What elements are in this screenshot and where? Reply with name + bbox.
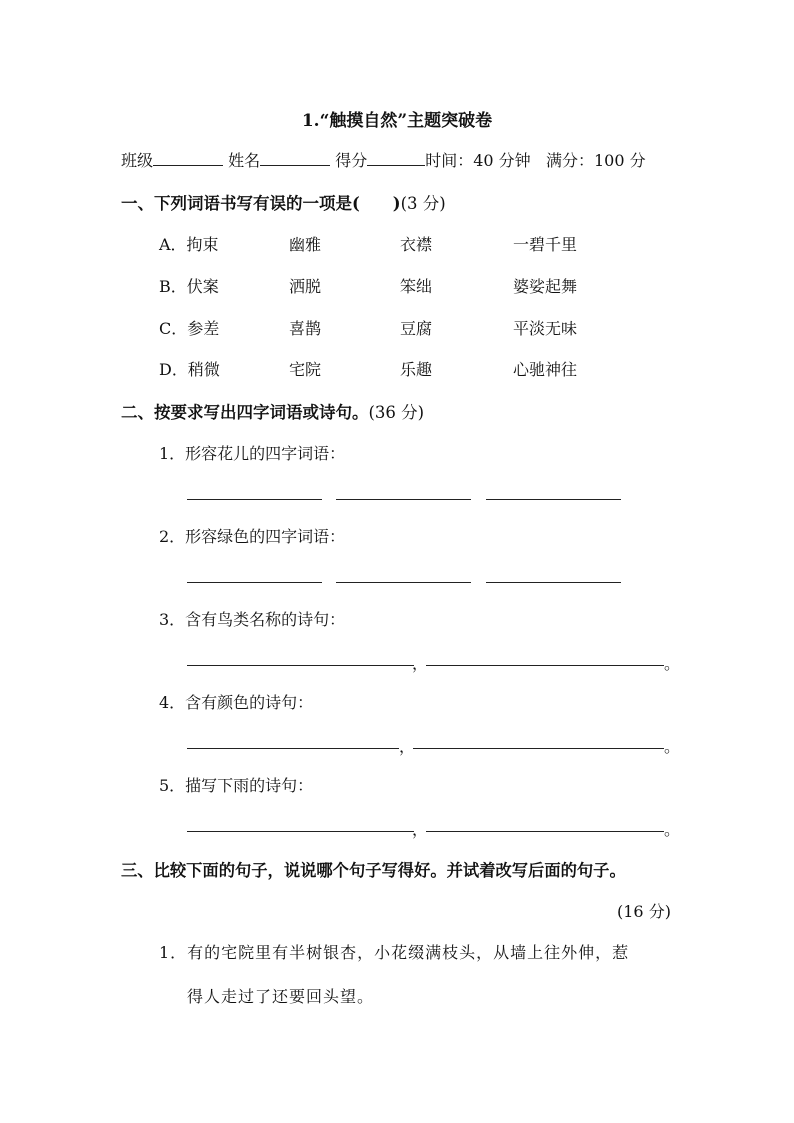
full-score-info: 满分：100 分 (545, 151, 646, 170)
option-c-word-4: 平淡无味 (513, 319, 578, 338)
answer-line-2-4-b[interactable] (413, 748, 664, 749)
answer-line-2-1-b[interactable] (336, 499, 471, 500)
answer-line-2-2-c[interactable] (486, 582, 621, 583)
question-2-4: 4．含有颜色的诗句： (159, 693, 314, 712)
question-2-1: 1．形容花儿的四字词语： (159, 444, 346, 463)
option-d-word-3: 乐趣 (400, 360, 433, 379)
option-c-word-1: C．参差 (159, 319, 220, 338)
section-1-heading: 一、下列词语书写有误的一项是( )(3 分) (121, 194, 446, 213)
answer-line-2-1-c[interactable] (486, 499, 621, 500)
name-blank[interactable] (260, 150, 330, 166)
option-c-word-3: 豆腐 (400, 319, 433, 338)
comma-2-4: ， (399, 737, 416, 756)
answer-line-2-3-b[interactable] (426, 665, 664, 666)
option-a-word-1: A．拘束 (159, 235, 219, 254)
question-2-5: 5．描写下雨的诗句： (159, 776, 314, 795)
section-2-score: (36 分) (368, 403, 425, 422)
option-c-word-2: 喜鹊 (289, 319, 322, 338)
option-d-word-1: D．稍微 (159, 360, 220, 379)
class-blank[interactable] (153, 150, 223, 166)
name-label: 姓名 (228, 151, 261, 170)
answer-line-2-2-a[interactable] (187, 582, 322, 583)
period-2-3: 。 (664, 654, 681, 673)
section-2-heading: 二、按要求写出四字词语或诗句。(36 分) (121, 403, 425, 422)
section-3-heading: 三、比较下面的句子，说说哪个句子写得好。并试着改写后面的句子。 (121, 861, 626, 880)
question-2-2: 2．形容绿色的四字词语： (159, 527, 346, 546)
student-info-row (121, 148, 646, 171)
score-label: 得分 (335, 151, 368, 170)
page-title: 1.“触摸自然”主题突破卷 (301, 111, 493, 131)
option-d-word-2: 宅院 (289, 360, 322, 379)
option-b-word-3: 笨绌 (400, 277, 433, 296)
period-2-5: 。 (664, 820, 681, 839)
section-3-item-1-line-1: 1．有的宅院里有半树银杏，小花缀满枝头，从墙上往外伸，惹 (159, 943, 630, 962)
answer-line-2-4-a[interactable] (187, 748, 399, 749)
score-blank[interactable] (367, 150, 425, 166)
comma-2-5: ， (412, 820, 429, 839)
comma-2-3: ， (412, 654, 429, 673)
option-d-row (159, 357, 679, 377)
option-a-word-4: 一碧千里 (513, 235, 578, 254)
answer-line-2-2-b[interactable] (336, 582, 471, 583)
time-info: 时间：40 分钟 (425, 151, 531, 170)
answer-line-2-1-a[interactable] (187, 499, 322, 500)
answer-line-2-5-b[interactable] (426, 831, 664, 832)
option-a-word-2: 幽雅 (289, 235, 322, 254)
option-a-row (159, 232, 679, 252)
answer-line-2-3-a[interactable] (187, 665, 414, 666)
option-b-row (159, 274, 679, 294)
period-2-4: 。 (664, 737, 681, 756)
option-b-word-2: 洒脱 (289, 277, 322, 296)
option-b-word-4: 婆娑起舞 (513, 277, 578, 296)
class-label: 班级 (121, 151, 154, 170)
question-2-3: 3．含有鸟类名称的诗句： (159, 610, 346, 629)
answer-line-2-5-a[interactable] (187, 831, 414, 832)
section-3-score: (16 分) (617, 902, 671, 921)
section-3-item-1-line-2: 得人走过了还要回头望。 (187, 987, 375, 1006)
option-b-word-1: B．伏案 (159, 277, 219, 296)
section-1-score: (3 分) (400, 194, 446, 213)
option-a-word-3: 衣襟 (400, 235, 433, 254)
option-c-row (159, 316, 679, 336)
option-d-word-4: 心驰神往 (513, 360, 578, 379)
